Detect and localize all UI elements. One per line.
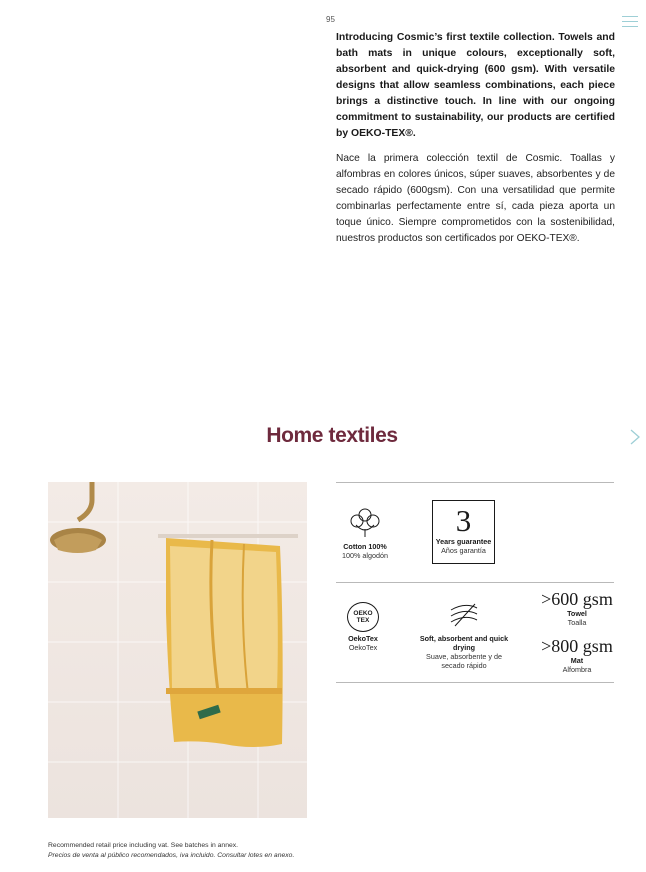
divider-top bbox=[336, 482, 614, 483]
feature-oekotex bbox=[336, 634, 390, 652]
feather-layers-icon bbox=[447, 600, 481, 630]
footnote bbox=[48, 841, 294, 861]
feature-cotton bbox=[336, 542, 394, 560]
towel-sublabel: Toalla bbox=[567, 618, 587, 627]
divider-bottom bbox=[336, 682, 614, 683]
oeko-tex-badge-icon bbox=[347, 602, 379, 632]
soft-title: Soft, absorbent and quick drying bbox=[419, 634, 509, 652]
divider-middle bbox=[336, 582, 614, 583]
chevron-right-icon[interactable] bbox=[628, 428, 642, 446]
oeko-badge-line2: TEX bbox=[356, 617, 370, 624]
guarantee-box bbox=[432, 500, 495, 564]
hamburger-menu-icon[interactable] bbox=[622, 16, 638, 30]
feature-soft bbox=[414, 634, 514, 670]
feature-towel-gsm bbox=[532, 589, 622, 627]
cotton-subtitle: 100% algodón bbox=[342, 551, 388, 560]
mat-gsm-value: >800 gsm bbox=[541, 636, 613, 656]
section-title: Home textiles bbox=[266, 424, 398, 447]
feature-mat-gsm bbox=[532, 636, 622, 674]
guarantee-number: 3 bbox=[455, 503, 472, 538]
mat-sublabel: Alfombra bbox=[562, 665, 592, 674]
footnote-english: Recommended retail price including vat. See batches in annex. bbox=[48, 842, 239, 849]
towel-gsm-value: >600 gsm bbox=[541, 589, 613, 609]
towel-label: Towel bbox=[567, 609, 587, 618]
oeko-badge-line1: OEKO bbox=[353, 610, 373, 617]
guarantee-subtitle: Años garantía bbox=[441, 546, 486, 555]
oekotex-subtitle: OekoTex bbox=[348, 643, 378, 652]
intro-text-spanish: Nace la primera colección textil de Cosmic. Toallas y alfombras en colores únicos, súper suaves, absorbentes y de secado rápido (600gsm). Con una versatilidad que permite combinarlas perfectamente entre sí, cada pieza aporta un toque único. Siempre comprometidos con la sostenibilidad, nuestros productos son certificados por OEKO-TEX®. bbox=[336, 153, 615, 244]
page-number: 95 bbox=[326, 15, 335, 24]
towel-illustration bbox=[48, 482, 307, 818]
soft-subtitle: Suave, absorbente y de secado rápido bbox=[426, 652, 502, 670]
guarantee-title: Years guarantee bbox=[435, 537, 492, 546]
footnote-spanish: Precios de venta al público recomendados, iva incluido. Consultar lotes en anexo. bbox=[48, 852, 295, 859]
intro-text-english: Introducing Cosmic’s first textile collection. Towels and bath mats in unique colours, exceptionally soft, absorbent and quick-drying (600 gsm). With versatile designs that allow seamless combinations, each piece brings a distinctive touch. In line with our ongoing commitment to sustainability, our products are certified by OEKO-TEX®. bbox=[336, 32, 615, 139]
cotton-flower-icon bbox=[348, 505, 382, 537]
oekotex-title: OekoTex bbox=[348, 634, 378, 643]
mat-label: Mat bbox=[570, 656, 584, 665]
towel-photo bbox=[48, 482, 307, 818]
cotton-title: Cotton 100% bbox=[343, 542, 387, 551]
